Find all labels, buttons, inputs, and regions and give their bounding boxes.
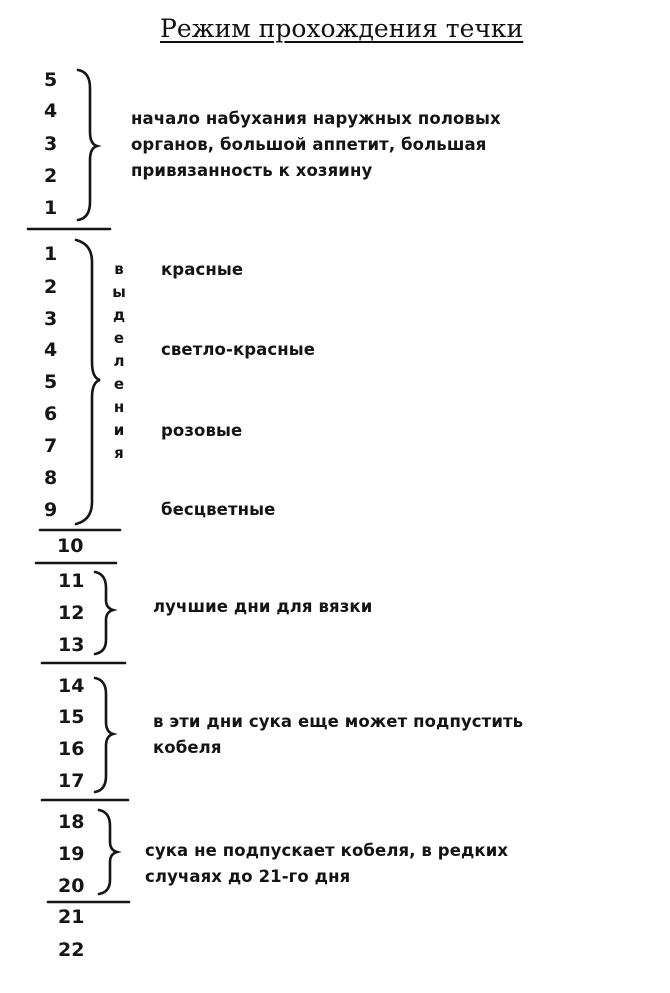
day-number: 12 (58, 602, 85, 624)
day-number: 22 (58, 939, 85, 961)
brace-stage-2 (76, 240, 100, 524)
day-number: 16 (58, 738, 85, 760)
stage-note: сука не подпускает кобеля, в редких (145, 841, 509, 860)
day-number: 11 (58, 570, 85, 592)
day-number: 18 (58, 811, 85, 833)
day-number: 2 (44, 165, 58, 187)
stage-note: привязанность к хозяину (131, 161, 373, 180)
day-number: 20 (58, 875, 85, 897)
stage-note: случаях до 21-го дня (145, 867, 351, 886)
day-number: 2 (44, 276, 58, 298)
stage-note: лучшие дни для вязки (153, 597, 373, 616)
discharge-color: красные (161, 260, 244, 279)
day-number: 6 (44, 403, 58, 425)
discharge-color: розовые (161, 421, 243, 440)
day-number: 5 (44, 371, 58, 393)
page-title: Режим прохождения течки (160, 14, 524, 43)
day-number: 17 (58, 770, 85, 792)
vertical-label-discharge: в ы д е л е н и я (112, 260, 126, 462)
day-number: 21 (58, 906, 85, 928)
brace-stage-1 (78, 70, 97, 220)
day-number: 1 (44, 197, 58, 219)
day-number: 13 (58, 634, 85, 656)
discharge-color: бесцветные (161, 500, 276, 519)
stage-note: кобеля (153, 738, 222, 757)
brace-stage-5 (95, 678, 113, 792)
stage-note: органов, большой аппетит, большая (131, 135, 487, 154)
day-number: 3 (44, 308, 58, 330)
day-number: 19 (58, 843, 85, 865)
day-number: 10 (57, 535, 84, 557)
day-number: 4 (44, 100, 58, 122)
discharge-color: светло-красные (161, 340, 316, 359)
day-number: 5 (44, 69, 58, 91)
day-number: 7 (44, 435, 58, 457)
day-number: 9 (44, 499, 58, 521)
brace-stage-6 (99, 810, 117, 894)
day-number: 8 (44, 467, 58, 489)
day-number: 3 (44, 133, 58, 155)
day-number: 15 (58, 706, 85, 728)
day-number: 4 (44, 339, 58, 361)
brace-stage-4 (95, 572, 113, 654)
stage-note: начало набухания наружных половых (131, 109, 501, 128)
day-number: 1 (44, 243, 58, 265)
day-number: 14 (58, 675, 85, 697)
stage-note: в эти дни сука еще может подпустить (153, 712, 524, 731)
